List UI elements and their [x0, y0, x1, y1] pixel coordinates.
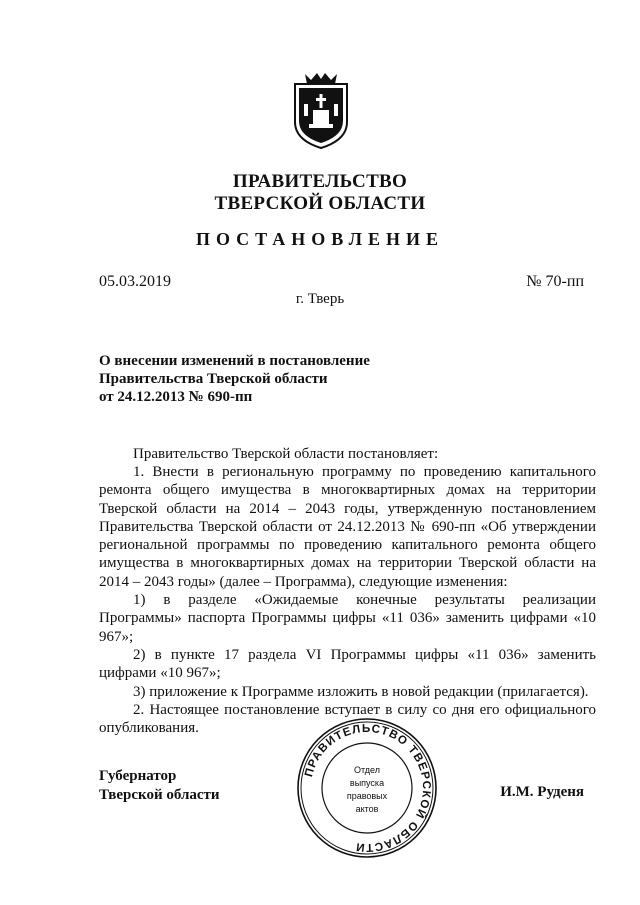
document-number: № 70-пп: [526, 273, 584, 290]
coat-of-arms-emblem: [291, 70, 351, 150]
signer-position-line2: Тверской области: [99, 787, 220, 803]
resolution-intro: Правительство Тверской области постановляет:: [133, 446, 439, 462]
document-date: 05.03.2019: [99, 273, 171, 290]
paragraph-1-item-2: 2) в пункте 17 раздела VI Программы цифры «11 036» заменить цифрами «10 967»;: [99, 646, 596, 682]
document-city: г. Тверь: [295, 291, 345, 307]
resolution-body: [99, 463, 596, 737]
signer-position-line1: Губернатор: [99, 768, 177, 784]
org-name-line1: ПРАВИТЕЛЬСТВО: [232, 171, 408, 192]
paragraph-1-item-3: 3) приложение к Программе изложить в новой редакции (прилагается).: [133, 683, 589, 700]
subject-line1: О внесении изменений в постановление: [99, 353, 370, 369]
stamp-center-line1: Отдел: [353, 765, 381, 775]
paragraph-1-item-1: 1) в разделе «Ожидаемые конечные результаты реализации Программы» паспорта Программы цифры «11 036» заменить цифрами «10 967»;: [99, 592, 596, 645]
signer-name: И.М. Руденя: [500, 784, 584, 800]
stamp-center-line4: актов: [355, 804, 379, 814]
org-name-line2: ТВЕРСКОЙ ОБЛАСТИ: [214, 193, 426, 214]
stamp-center-line2: выпуска: [349, 778, 385, 788]
subject-line2: Правительства Тверской области: [99, 371, 328, 387]
stamp-ring-text: ПРАВИТЕЛЬСТВО ТВЕРСКОЙ ОБЛАСТИ: [303, 722, 433, 854]
paragraph-1: 1. Внести в региональную программу по проведению капитального ремонта общего имущества в многоквартирных домах на территории Тверской области на 2014 – 2043 годы, утвержденную постановлением Правительства Тверской области от 24.12.2013 № 690-пп «Об утверждении региональной программы по проведению капитального ремонта общего имущества в многоквартирных домах на территории Тверской области на 2014 – 2043 годы» (далее – Программа), следующие изменения:: [99, 464, 596, 590]
paragraph-2: 2. Настоящее постановление вступает в силу со дня его официального опубликования.: [99, 701, 596, 737]
stamp-center-line3: правовых: [346, 791, 388, 801]
official-stamp: [296, 717, 438, 859]
subject-line3: от 24.12.2013 № 690-пп: [99, 389, 253, 405]
document-type: ПОСТАНОВЛЕНИЕ: [195, 229, 445, 249]
